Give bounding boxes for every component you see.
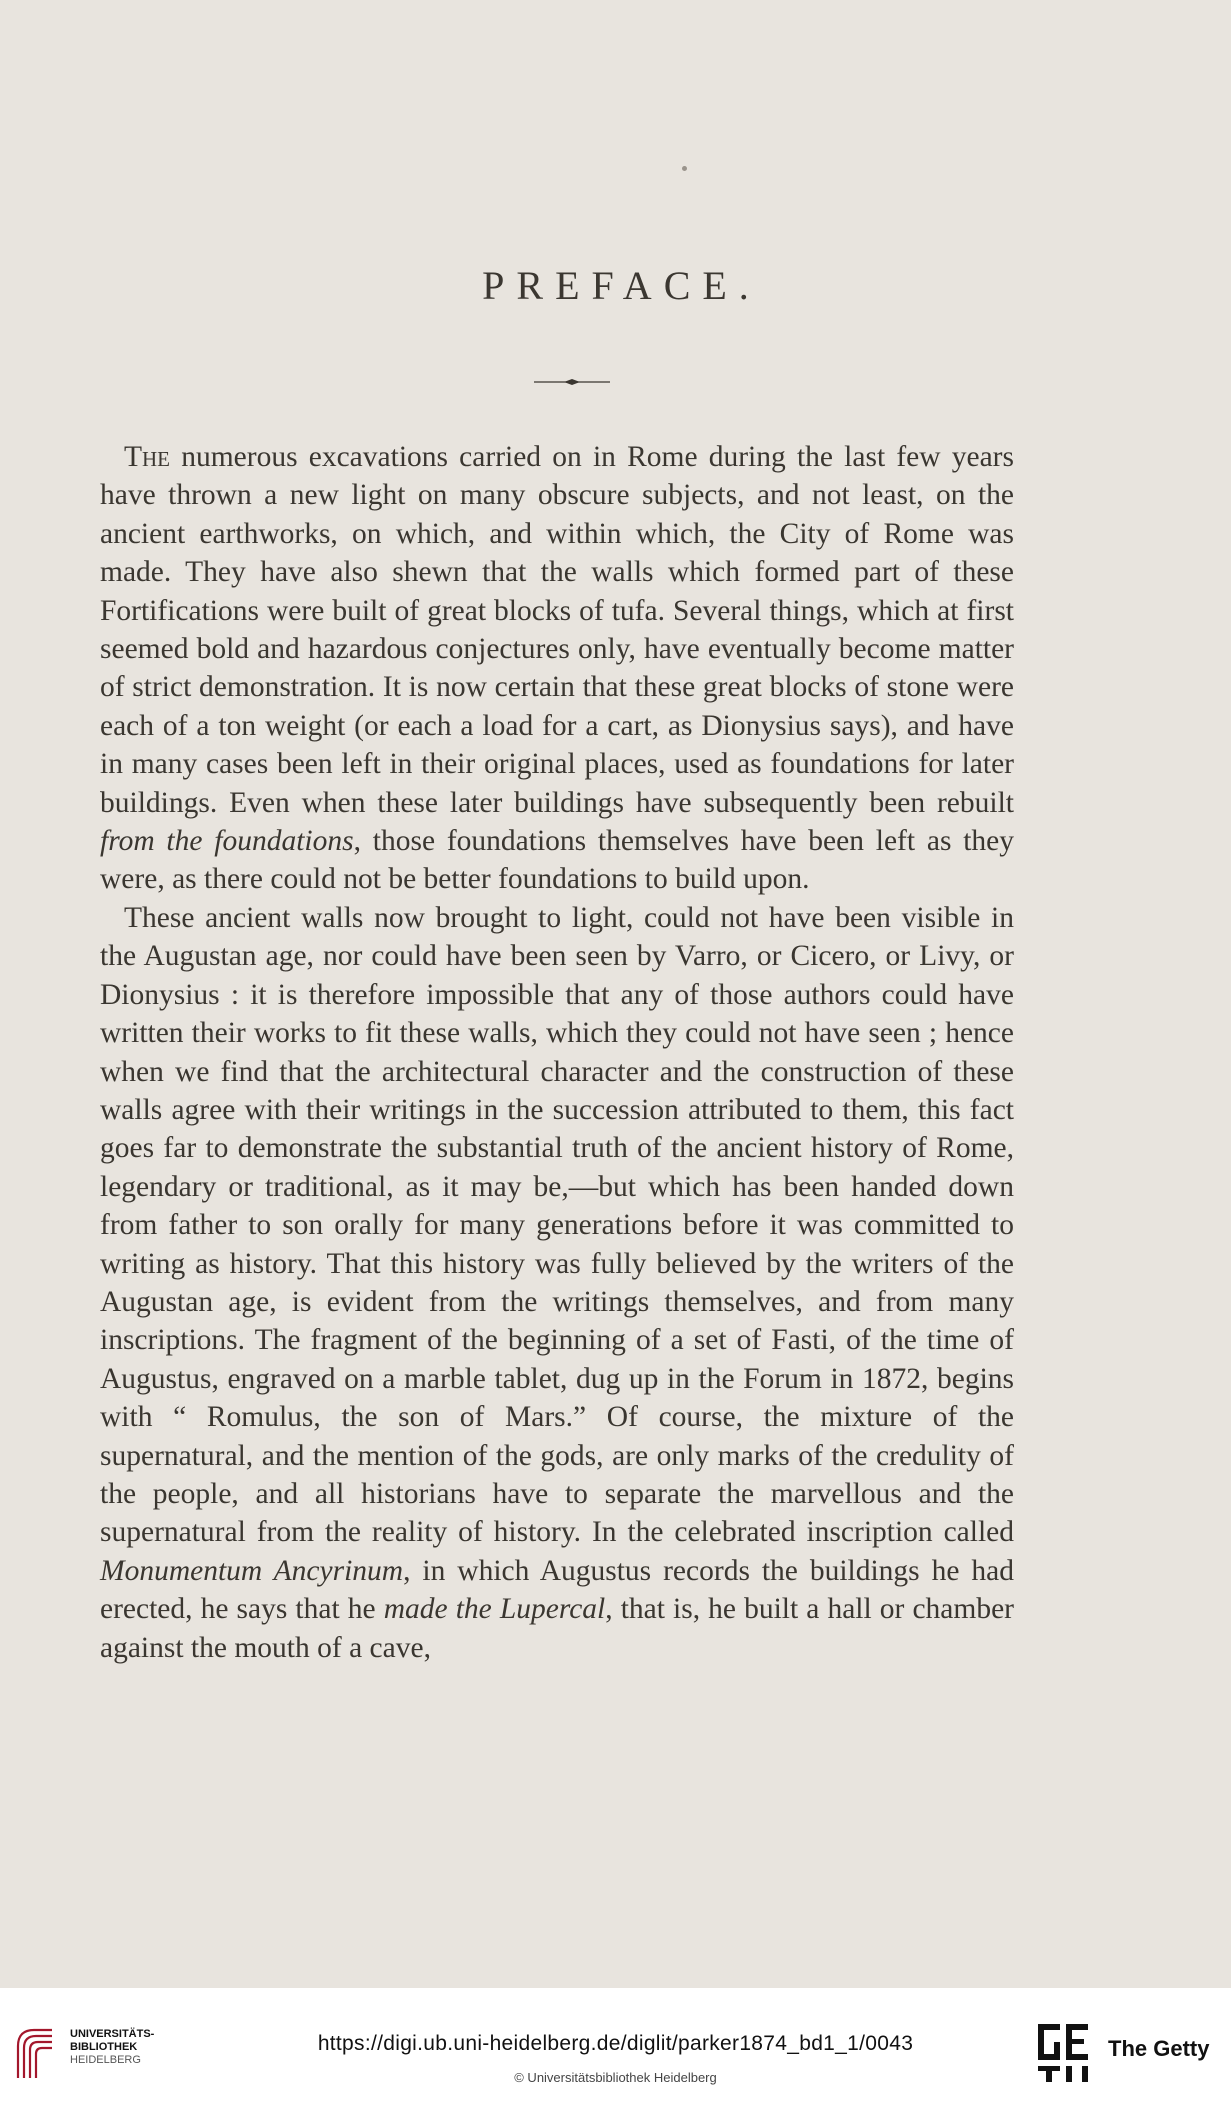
copyright-notice: © Universitätsbibliothek Heidelberg — [514, 2070, 717, 2085]
paragraph-lead-word: The — [124, 441, 171, 473]
text-run: These ancient walls now brought to light, could not have been visible in the Augustan age, nor could have been seen by Varro, or Cicero, or Livy, or Dionysius : it is therefore impossible that any of those authors could have written their works to fit these walls, which they could not have seen ; hence when we find that the architectural character and the construction of these walls agree with their writings in the succession attributed to them, this fact goes far to demonstrate the substantial truth of the ancient history of Rome, legendary or traditional, as it may be,—but which has been handed down from father to son orally for many generations before it was committed to writing as history. That this history was fully believed by the writers of the Augustan age, is evident from the writings themselves, and from many inscriptions. The fragment of the beginning of a set of Fasti, of the time of Augustus, engraved on a marble tablet, dug up in the Forum in 1872, begins with “ Romulus, the son of Mars.” Of course, the mixture of the supernatural, and the mention of the gods, are only marks of the credulity of the people, and all historians have to separate the marvellous and the supernatural from the reality of history. In the celebrated inscription called — [100, 901, 1014, 1549]
permalink-url[interactable]: https://digi.ub.uni-heidelberg.de/diglit/parker1874_bd1_1/0043 — [317, 2032, 914, 2055]
partner-name[interactable]: The Getty — [1108, 2036, 1210, 2061]
text-run: , in which Augustus records the buildings he had erected, he says that he — [100, 1554, 1014, 1626]
page-heading: PREFACE. — [482, 263, 761, 308]
italic-phrase: Monumentum Ancyrinum — [100, 1554, 404, 1587]
text-run: , that is, he built a hall or chamber against the mouth of a cave, — [100, 1593, 1015, 1664]
text-run: , those foundations themselves have been left as they were, as there could not be better foundations to build upon. — [100, 825, 1015, 896]
italic-phrase: made the Lupercal — [383, 1593, 606, 1626]
body-text — [100, 438, 1014, 1667]
ornament-rule-icon — [534, 378, 610, 386]
library-name-line3: HEIDELBERG — [70, 2054, 141, 2066]
body-paragraph — [100, 899, 1014, 1667]
text-run: numerous excavations carried on in Rome during the last few years have thrown a new light on many obscure subjects, and not least, on the ancient earthworks, on which, and within which, the City of Rome was made. They have also shewn that the walls which formed part of these Fortifications were built of great blocks of tufa. Several things, which at first seemed bold and hazardous conjectures only, have eventually become matter of strict demonstration. It is now certain that these great blocks of stone were each of a ton weight (or each a load for a cart, as Dionysius says), and have in many cases been left in their original places, used as foundations for later buildings. Even when these later buildings have subsequently been rebuilt — [100, 441, 1014, 819]
library-name-line2: BIBLIOTHEK — [70, 2041, 138, 2053]
scan-speck — [682, 166, 687, 171]
body-paragraph — [100, 438, 1014, 899]
getty-logo-icon[interactable] — [1036, 2022, 1090, 2084]
italic-phrase: from the foundations — [100, 825, 354, 858]
library-name-line1: UNIVERSITÄTS- — [70, 2028, 155, 2040]
footer-bar — [0, 1988, 1231, 2104]
